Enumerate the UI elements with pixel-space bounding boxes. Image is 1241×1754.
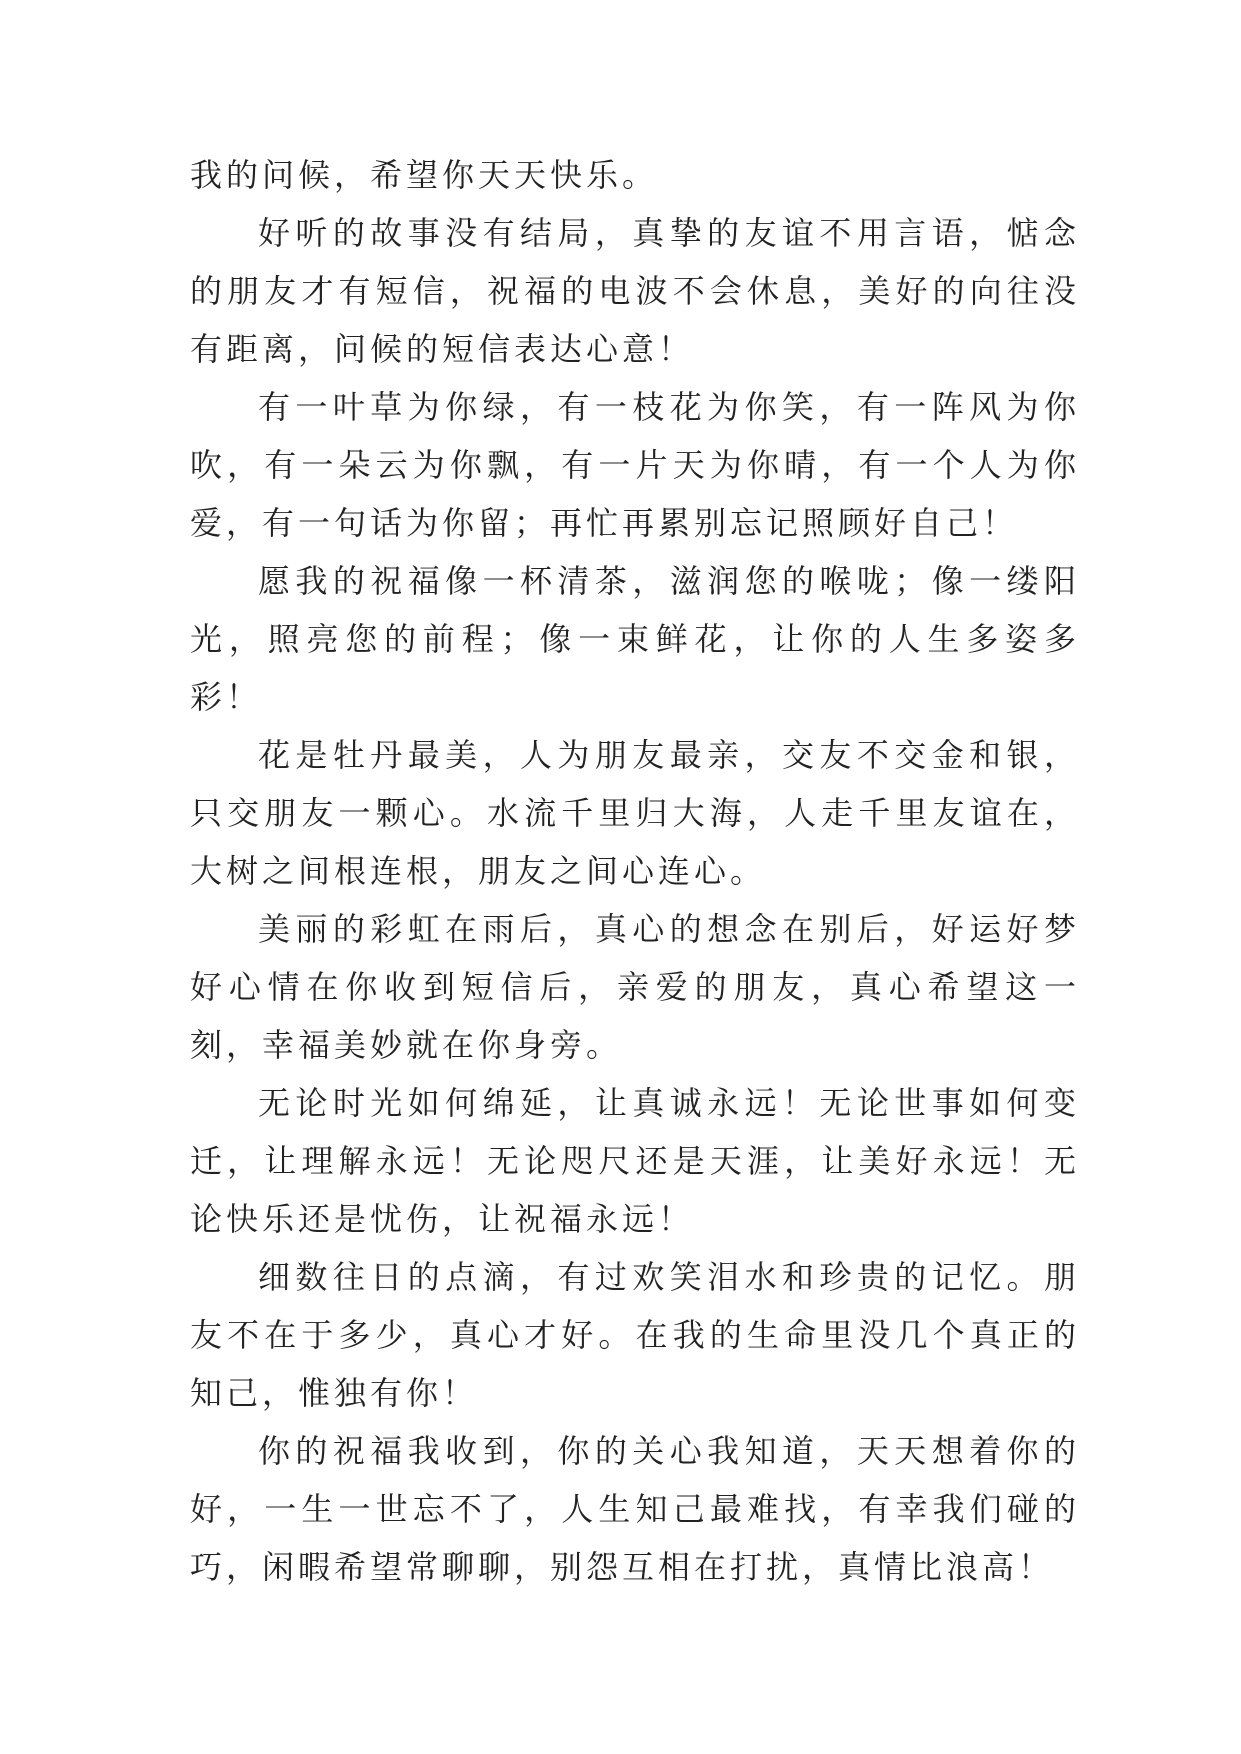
paragraph-3: 有一叶草为你绿，有一枝花为你笑，有一阵风为你吹，有一朵云为你飘，有一片天为你晴，有一个人为你爱，有一句话为你留；再忙再累别忘记照顾好自己！ [190, 388, 1080, 542]
paragraph-6: 美丽的彩虹在雨后，真心的想念在别后，好运好梦好心情在你收到短信后，亲爱的朋友，真心希望这一刻，幸福美妙就在你身旁。 [190, 910, 1080, 1064]
paragraph-4: 愿我的祝福像一杯清茶，滋润您的喉咙；像一缕阳光，照亮您的前程；像一束鲜花，让你的人生多姿多彩！ [190, 562, 1080, 716]
paragraph-8: 细数往日的点滴，有过欢笑泪水和珍贵的记忆。朋友不在于多少，真心才好。在我的生命里没几个真正的知己，惟独有你！ [190, 1258, 1080, 1412]
paragraph-2: 好听的故事没有结局，真挚的友谊不用言语，惦念的朋友才有短信，祝福的电波不会休息，美好的向往没有距离，问候的短信表达心意！ [190, 214, 1080, 368]
document-body [190, 146, 1080, 1596]
paragraph-1: 我的问候，希望你天天快乐。 [190, 156, 659, 194]
paragraph-9: 你的祝福我收到，你的关心我知道，天天想着你的好，一生一世忘不了，人生知己最难找，有幸我们碰的巧，闲暇希望常聊聊，别怨互相在打扰，真情比浪高！ [190, 1432, 1080, 1586]
paragraph-7: 无论时光如何绵延，让真诚永远！无论世事如何变迁，让理解永远！无论咫尺还是天涯，让美好永远！无论快乐还是忧伤，让祝福永远！ [190, 1084, 1080, 1238]
paragraph-5: 花是牡丹最美，人为朋友最亲，交友不交金和银，只交朋友一颗心。水流千里归大海，人走千里友谊在，大树之间根连根，朋友之间心连心。 [190, 736, 1080, 890]
